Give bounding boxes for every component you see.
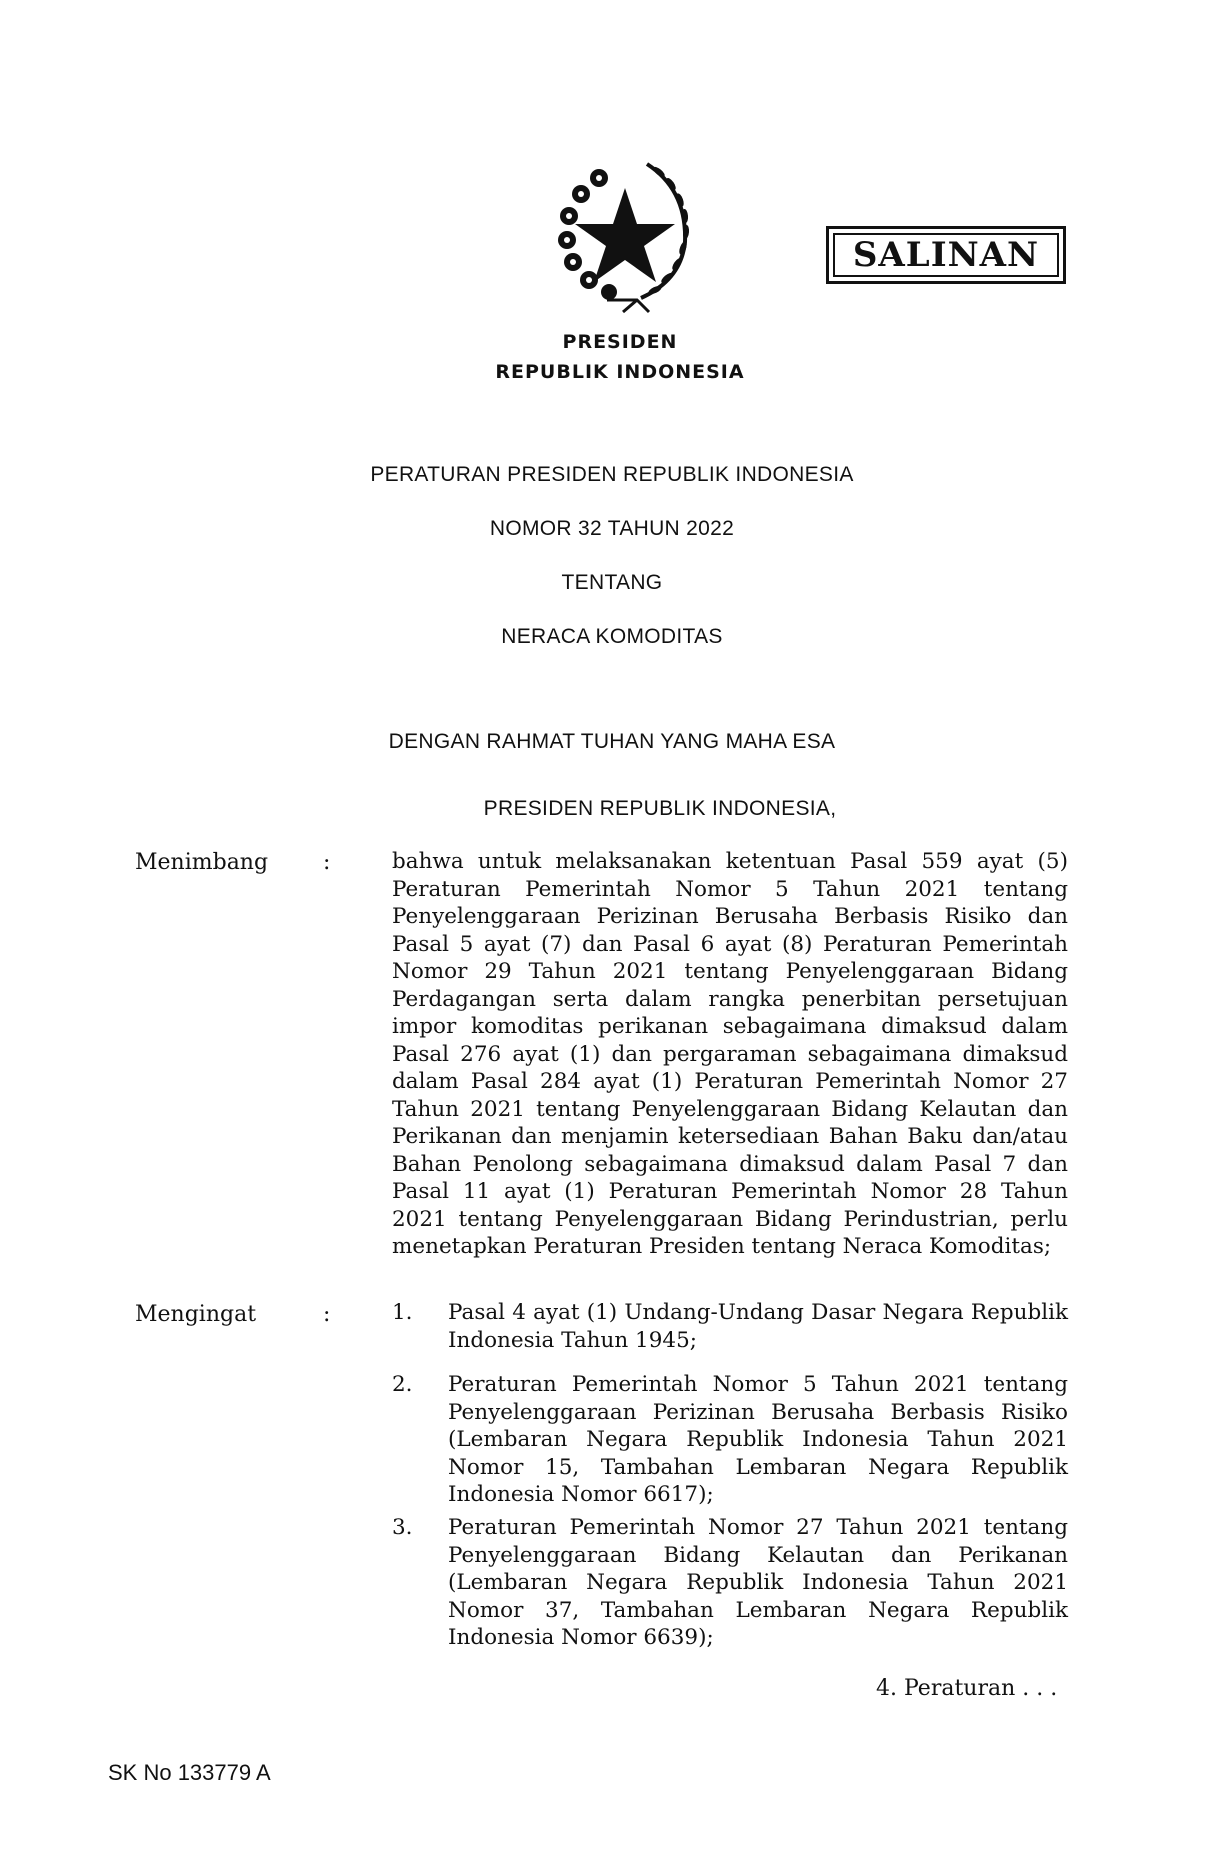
regulation-subject: NERACA KOMODITAS [501, 625, 723, 648]
regulation-about: TENTANG [561, 571, 663, 594]
mengingat-item-text: Peraturan Pemerintah Nomor 5 Tahun 2021 tentang Penyelenggaraan Perizinan Berusaha Berbasis Risiko (Lembaran Negara Republik Indonesia Tahun 2021 Nomor 15, Tambahan Lembaran Negara Republik Indonesia Nomor 6617); [448, 1372, 1068, 1507]
preamble-issuer: PRESIDEN REPUBLIK INDONESIA, [483, 797, 837, 820]
mengingat-item-number: 1. [392, 1300, 413, 1325]
menimbang-text: bahwa untuk melaksanakan ketentuan Pasal 559 ayat (5) Peraturan Pemerintah Nomor 5 Tahun 2021 tentang Penyelenggaraan Perizinan Berusaha Berbasis Risiko dan Pasal 5 ayat (7) dan Pasal 6 ayat (8) Peraturan Pemerintah Nomor 29 Tahun 2021 tentang Penyelenggaraan Bidang Perdagangan serta dalam rangka penerbitan persetujuan impor komoditas perikanan sebagaimana dimaksud dalam Pasal 276 ayat (1) dan pergaraman sebagaimana dimaksud dalam Pasal 284 ayat (1) Peraturan Pemerintah Nomor 27 Tahun 2021 tentang Penyelenggaraan Bidang Kelautan dan Perikanan dan menjamin ketersediaan Bahan Baku dan/atau Bahan Penolong sebagaimana dimaksud dalam Pasal 7 dan Pasal 11 ayat (1) Peraturan Pemerintah Nomor 28 Tahun 2021 tentang Penyelenggaraan Bidang Perindustrian, perlu menetapkan Peraturan Presiden tentang Neraca Komoditas; [392, 849, 1068, 1259]
mengingat-item-number: 2. [392, 1372, 413, 1397]
salinan-stamp [826, 226, 1066, 284]
mengingat-label: Mengingat [135, 1302, 257, 1327]
sk-number: SK No 133779 A [108, 1760, 271, 1785]
regulation-number: NOMOR 32 TAHUN 2022 [489, 517, 735, 540]
menimbang-colon: : [323, 850, 331, 875]
mengingat-item-text: Peraturan Pemerintah Nomor 27 Tahun 2021 tentang Penyelenggaraan Bidang Kelautan dan Perikanan (Lembaran Negara Republik Indonesia Tahun 2021 Nomor 37, Tambahan Lembaran Negara Republik Indonesia Nomor 6639); [448, 1515, 1068, 1650]
mengingat-colon: : [323, 1302, 331, 1327]
mengingat-item-text: Pasal 4 ayat (1) Undang-Undang Dasar Negara Republik Indonesia Tahun 1945; [448, 1300, 1068, 1353]
emblem-caption-presiden: PRESIDEN [562, 331, 678, 353]
garuda-star-emblem-icon [537, 150, 707, 315]
regulation-title: PERATURAN PRESIDEN REPUBLIK INDONESIA [370, 463, 854, 486]
preamble-invocation: DENGAN RAHMAT TUHAN YANG MAHA ESA [388, 730, 836, 753]
page-continuation: 4. Peraturan . . . [876, 1676, 1058, 1701]
mengingat-item-number: 3. [392, 1515, 413, 1540]
emblem-caption-republik: REPUBLIK INDONESIA [495, 361, 745, 383]
menimbang-label: Menimbang [135, 850, 269, 875]
salinan-label: SALINAN [833, 233, 1059, 277]
